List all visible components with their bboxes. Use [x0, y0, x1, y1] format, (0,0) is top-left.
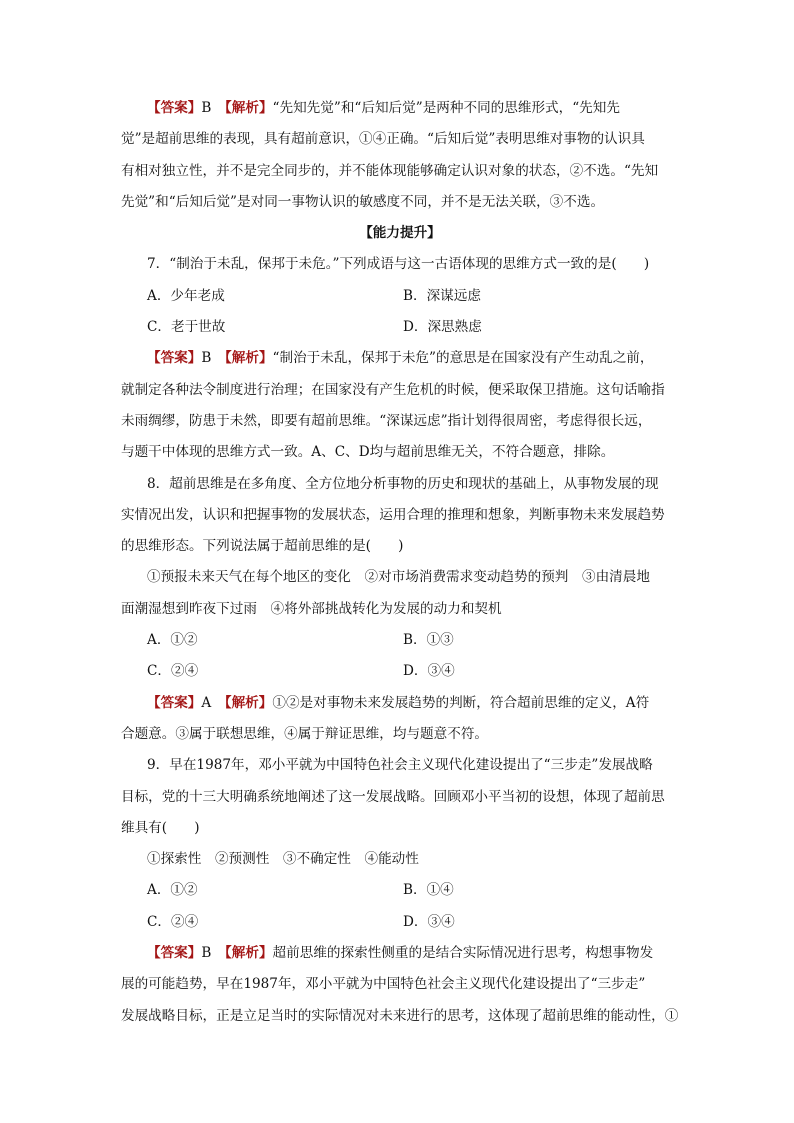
q9-answer-line-1 [121, 941, 679, 965]
q9-items: ①探索性 ②预测性 ③不确定性 ④能动性 [147, 851, 419, 868]
option-c: C．②④ [147, 663, 199, 680]
option-a: A．①② [147, 882, 198, 899]
option-b: B．深谋远虑 [403, 287, 481, 304]
q8-stem-line-2: 实情况出发，认识和把握事物的发展状态，运用合理的推理和想象，判断事物未来发展趋势 [121, 506, 665, 523]
analysis-tag: 【解析】 [224, 100, 273, 116]
analysis-text: “制治于未乱，保邦于未危”的意思是在国家没有产生动乱之前， [272, 350, 654, 367]
q8-answer-line-2: 合题意。③属于联想思维，④属于辩证思维，均与题意不符。 [121, 725, 489, 742]
q9-options-row-2 [121, 910, 679, 934]
q8-stem-line-1: 8．超前思维是在多角度、全方位地分析事物的历史和现状的基础上，从事物发展的现 [147, 475, 659, 492]
q7-answer-line-3: 未雨绸缪，防患于未然，即要有超前思维。“深谋远虑”指计划得很周密，考虑得很长远， [121, 412, 652, 429]
q9-options-row-1 [121, 878, 679, 902]
q8-answer-line-1 [121, 691, 679, 715]
answer-tag: 【答案】 [147, 694, 202, 711]
q9-answer-line-3: 发展战略目标，正是立足当时的实际情况对未来进行的思考，这体现了超前思维的能动性，① [121, 1007, 679, 1024]
analysis-text: ①②是对事物未来发展趋势的判断，符合超前思维的定义，A符 [272, 694, 650, 711]
q8-items-line-2: 面潮湿想到昨夜下过雨 ④将外部挑战转化为发展的动力和契机 [121, 600, 502, 617]
option-c: C．②④ [147, 913, 199, 930]
q9-answer-line-2: 展的可能趋势，早在1987年，邓小平就为中国特色社会主义现代化建设提出了“三步走” [121, 976, 646, 993]
answer-letter: B [201, 350, 212, 367]
analysis-tag: 【解析】 [224, 945, 273, 962]
q7-answer-line-4: 与题干中体现的思维方式一致。A、C、D均与超前思维无关，不符合题意，排除。 [121, 444, 615, 461]
q8-options-row-1 [121, 628, 679, 652]
option-d: D．深思熟虑 [403, 319, 482, 336]
q8-stem-line-3: 的思维形态。下列说法属于超前思维的是( ) [121, 538, 404, 555]
document-page [121, 96, 679, 1035]
answer-tag: 【答案】 [147, 350, 202, 367]
q8-items-line-1: ①预报未来天气在每个地区的变化 ②对市场消费需求变动趋势的预判 ③由清晨地 [147, 569, 650, 586]
analysis-tag: 【解析】 [224, 350, 273, 367]
answer-letter: B [201, 100, 212, 116]
option-b: B．①④ [403, 882, 454, 899]
q7-answer-line-2: 就制定各种法令制度进行治理；在国家没有产生危机的时候，便采取保卫措施。这句话喻指 [121, 381, 665, 398]
q9-stem-line-3: 维具有( ) [121, 819, 200, 836]
q7-options-row-2 [121, 315, 679, 339]
q7-answer-line-1 [121, 346, 679, 370]
q7-options-row-1 [121, 284, 679, 308]
option-d: D．③④ [403, 913, 455, 930]
answer-letter: A [201, 694, 212, 711]
option-d: D．③④ [403, 663, 455, 680]
q6-answer-line-3: 有相对独立性，并不是完全同步的，并不能体现能够确定认识对象的状态，②不选。“先知 [121, 162, 659, 179]
q6-answer-line-4: 先觉”和“后知后觉”是对同一事物认识的敏感度不同，并不是无法关联，③不选。 [121, 193, 605, 210]
q9-stem-line-2: 目标，党的十三大明确系统地阐述了这一发展战略。回顾邓小平当初的设想，体现了超前思 [121, 788, 665, 805]
answer-tag: 【答案】 [147, 100, 202, 116]
option-a: A．①② [147, 632, 198, 649]
option-c: C．老于世故 [147, 319, 226, 336]
q7-stem: 7．“制治于未乱，保邦于未危。”下列成语与这一古语体现的思维方式一致的是( ) [147, 256, 650, 273]
option-b: B．①③ [403, 632, 454, 649]
answer-tag: 【答案】 [147, 945, 202, 962]
q9-stem-line-1: 9．早在1987年，邓小平就为中国特色社会主义现代化建设提出了“三步走”发展战略 [147, 757, 653, 774]
analysis-tag: 【解析】 [224, 694, 273, 711]
option-a: A．少年老成 [147, 287, 225, 304]
q6-answer-line-1 [121, 96, 679, 120]
q8-options-row-2 [121, 659, 679, 683]
analysis-text: 超前思维的探索性侧重的是结合实际情况进行思考，构想事物发 [272, 945, 654, 962]
answer-letter: B [201, 945, 212, 962]
q6-answer-line-2: 觉”是超前思维的表现，具有超前意识，①④正确。“后知后觉”表明思维对事物的认识具 [121, 131, 645, 148]
analysis-text: “先知先觉”和“后知后觉”是两种不同的思维形式，“先知先 [272, 100, 620, 116]
section-title: 【能力提升】 [359, 225, 441, 242]
